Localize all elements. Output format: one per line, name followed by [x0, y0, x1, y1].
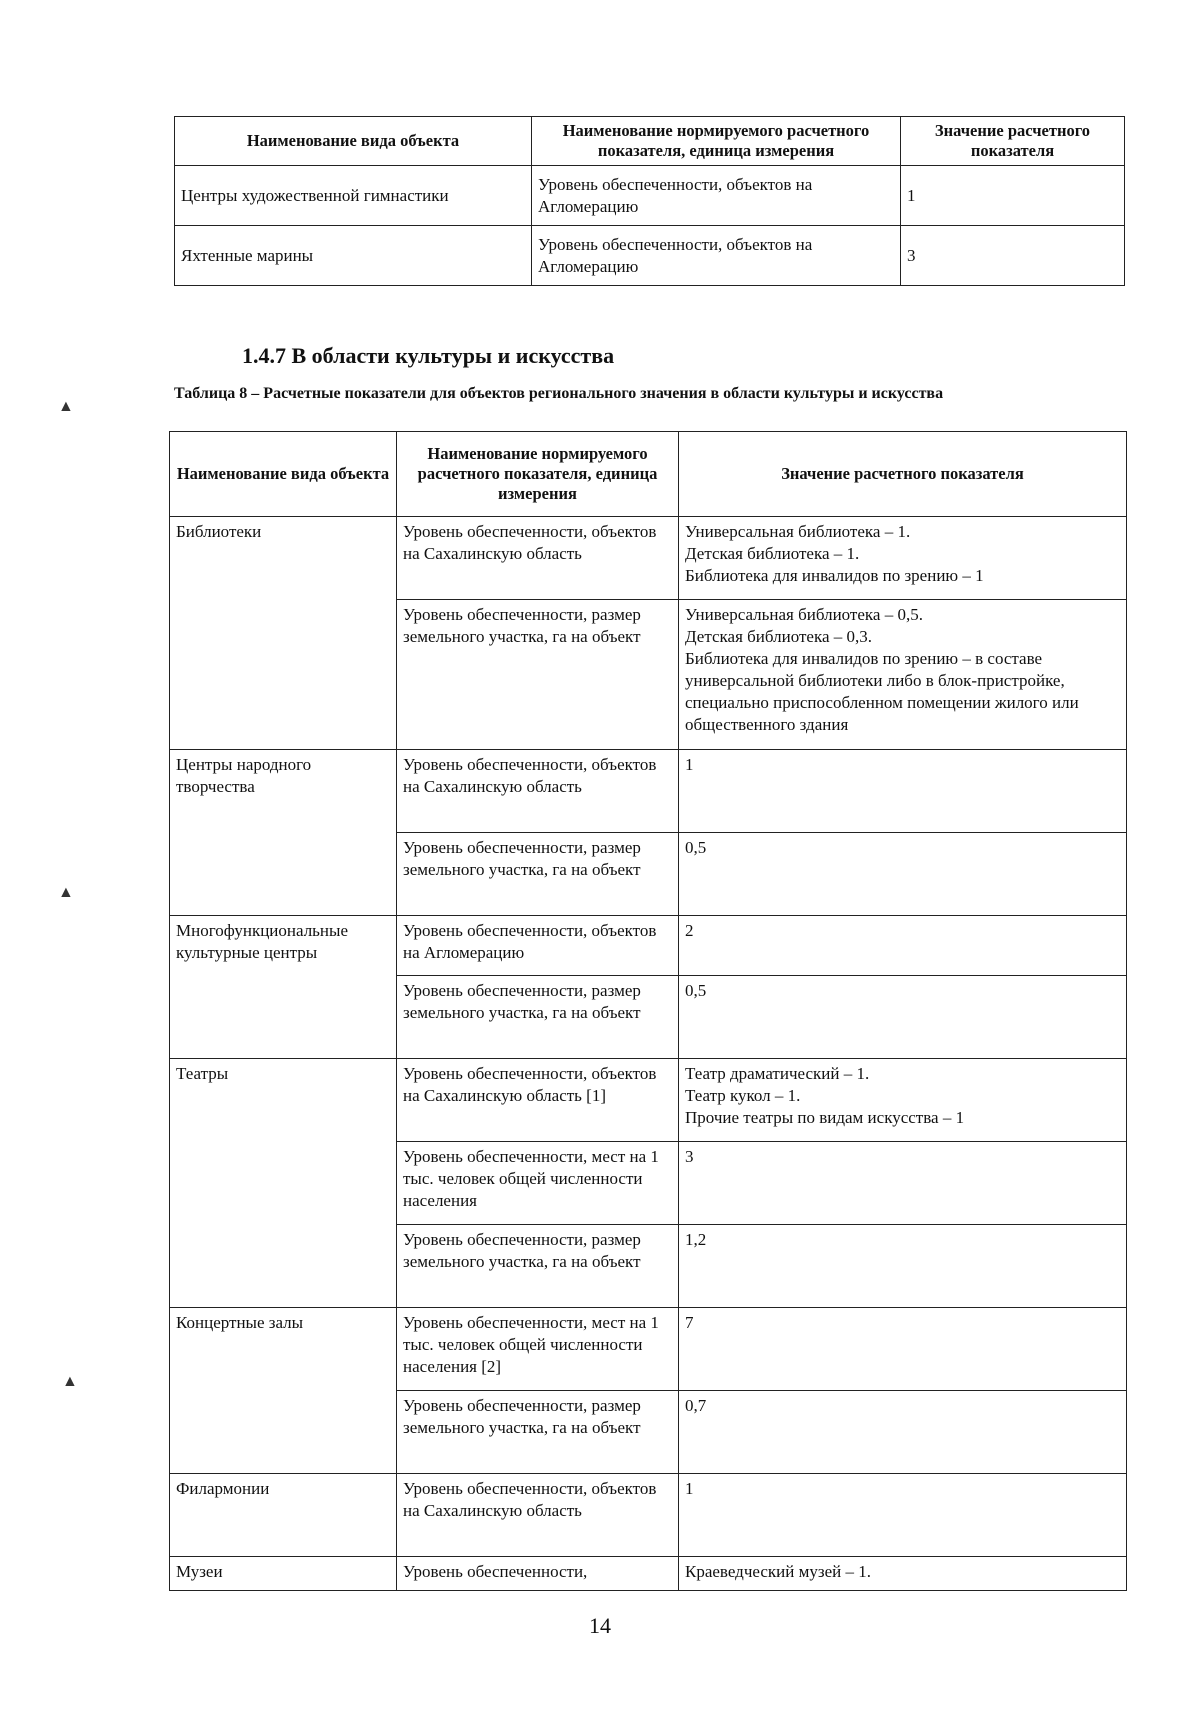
table-row	[170, 517, 1127, 600]
indicator-value	[679, 1059, 1127, 1142]
table-row	[170, 1308, 1127, 1391]
indicator-value: 3	[901, 226, 1125, 286]
indicator-name: Уровень обеспеченности, размер земельного участка, га на объект	[397, 1391, 679, 1474]
indicator-value	[679, 1557, 1127, 1591]
indicator-name: Уровень обеспеченности, мест на 1 тыс. человек общей численности населения [2]	[397, 1308, 679, 1391]
table-row	[170, 1474, 1127, 1557]
object-name: Яхтенные марины	[175, 226, 532, 286]
indicator-name: Уровень обеспеченности, мест на 1 тыс. человек общей численности населения	[397, 1142, 679, 1225]
value-line: 1	[685, 1479, 694, 1498]
object-name: Концертные залы	[170, 1308, 397, 1474]
indicator-name: Уровень обеспеченности, объектов на Агломерацию	[532, 226, 901, 286]
value-line: Универсальная библиотека – 0,5.	[685, 605, 923, 624]
value-line: Театр кукол – 1.	[685, 1086, 801, 1105]
table-previous-continuation	[174, 116, 1125, 286]
table-row	[170, 1059, 1127, 1142]
indicator-value	[679, 1225, 1127, 1308]
header-value: Значение расчетного показателя	[901, 117, 1125, 166]
indicator-name: Уровень обеспеченности,	[397, 1557, 679, 1591]
indicator-name: Уровень обеспеченности, объектов на Сахалинскую область	[397, 750, 679, 833]
indicator-value	[679, 1474, 1127, 1557]
value-line: 0,5	[685, 838, 707, 857]
indicator-value	[679, 600, 1127, 750]
value-line: 0,5	[685, 981, 707, 1000]
value-line: 2	[685, 921, 694, 940]
header-indicator: Наименование нормируемого расчетного показателя, единица измерения	[532, 117, 901, 166]
table-row	[170, 1557, 1127, 1591]
table-row	[170, 750, 1127, 833]
indicator-value	[679, 750, 1127, 833]
table-row	[175, 166, 1125, 226]
value-line: Детская библиотека – 0,3.	[685, 627, 872, 646]
table-culture-indicators	[169, 431, 1127, 1591]
value-line: 0,7	[685, 1396, 707, 1415]
value-line: Универсальная библиотека – 1.	[685, 522, 911, 541]
object-name: Филармонии	[170, 1474, 397, 1557]
value-line: Краеведческий музей – 1.	[685, 1562, 871, 1581]
value-line: 1,2	[685, 1230, 707, 1249]
indicator-value	[679, 517, 1127, 600]
indicator-value	[679, 916, 1127, 976]
page-number: 14	[589, 1613, 611, 1638]
value-line: Детская библиотека – 1.	[685, 544, 860, 563]
table-row	[175, 226, 1125, 286]
indicator-value	[679, 1308, 1127, 1391]
indicator-name: Уровень обеспеченности, объектов на Сахалинскую область [1]	[397, 1059, 679, 1142]
table-header-row	[170, 432, 1127, 517]
value-line: Библиотека для инвалидов по зрению – в составе универсальной библиотеки либо в блок-пристройке, специально приспособленном помещении жилого или общественного здания	[685, 649, 1079, 734]
indicator-name: Уровень обеспеченности, размер земельного участка, га на объект	[397, 833, 679, 916]
indicator-name: Уровень обеспеченности, размер земельного участка, га на объект	[397, 600, 679, 750]
value-line: 3	[685, 1147, 694, 1166]
indicator-name: Уровень обеспеченности, размер земельного участка, га на объект	[397, 1225, 679, 1308]
indicator-name: Уровень обеспеченности, объектов на Сахалинскую область	[397, 1474, 679, 1557]
value-line: Театр драматический – 1.	[685, 1064, 870, 1083]
value-line: 7	[685, 1313, 694, 1332]
object-name: Библиотеки	[170, 517, 397, 750]
scan-punch-mark: ▲	[58, 398, 74, 415]
header-indicator: Наименование нормируемого расчетного показателя, единица измерения	[397, 432, 679, 517]
table-caption: Таблица 8 – Расчетные показатели для объектов регионального значения в области культуры и искусства	[174, 385, 944, 402]
indicator-value: 1	[901, 166, 1125, 226]
value-line: Прочие театры по видам искусства – 1	[685, 1108, 965, 1127]
object-name: Многофункциональные культурные центры	[170, 916, 397, 1059]
indicator-name: Уровень обеспеченности, объектов на Агломерацию	[532, 166, 901, 226]
object-name: Театры	[170, 1059, 397, 1308]
indicator-name: Уровень обеспеченности, размер земельного участка, га на объект	[397, 976, 679, 1059]
indicator-value	[679, 1391, 1127, 1474]
table-header-row	[175, 117, 1125, 166]
object-name: Центры народного творчества	[170, 750, 397, 916]
scan-punch-mark: ▲	[62, 1373, 78, 1390]
header-value: Значение расчетного показателя	[679, 432, 1127, 517]
value-line: 1	[685, 755, 694, 774]
indicator-name: Уровень обеспеченности, объектов на Агломерацию	[397, 916, 679, 976]
indicator-value	[679, 976, 1127, 1059]
header-object-type: Наименование вида объекта	[175, 117, 532, 166]
header-object-type: Наименование вида объекта	[170, 432, 397, 517]
indicator-name: Уровень обеспеченности, объектов на Сахалинскую область	[397, 517, 679, 600]
indicator-value	[679, 833, 1127, 916]
section-heading: 1.4.7 В области культуры и искусства	[242, 343, 615, 368]
object-name: Центры художественной гимнастики	[175, 166, 532, 226]
scan-punch-mark: ▲	[58, 884, 74, 901]
indicator-value	[679, 1142, 1127, 1225]
object-name: Музеи	[170, 1557, 397, 1591]
value-line: Библиотека для инвалидов по зрению – 1	[685, 566, 984, 585]
table-row	[170, 916, 1127, 976]
